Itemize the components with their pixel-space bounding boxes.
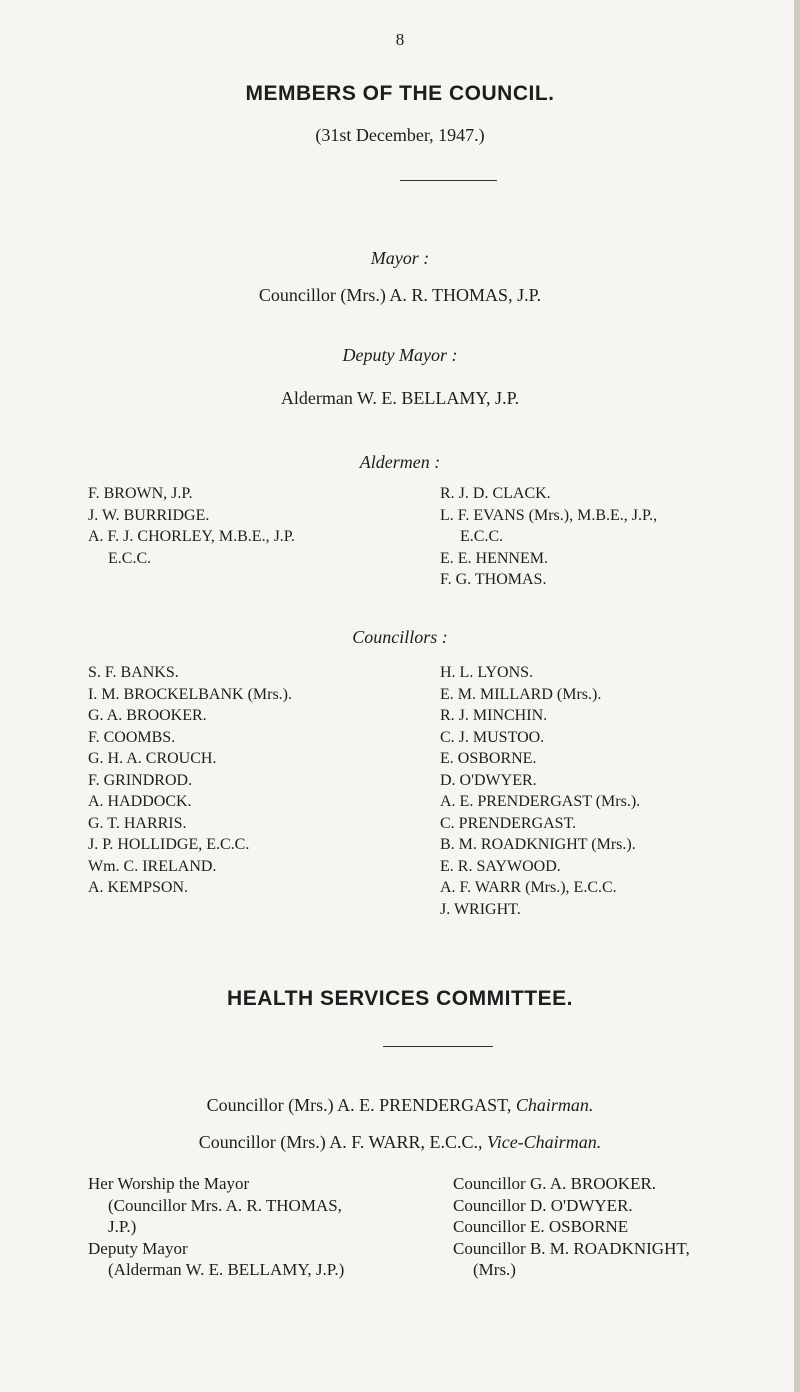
mayor-name: Councillor (Mrs.) A. R. THOMAS, J.P. (258, 285, 542, 305)
councillor-entry: G. A. BROOKER. (88, 707, 207, 724)
committee-entry: Her Worship the Mayor (88, 1174, 250, 1193)
committee-entry: Councillor D. O'DWYER. (453, 1195, 633, 1215)
committee-entry-continuation: (Mrs.) (473, 1260, 516, 1279)
page-edge (794, 0, 800, 1392)
committee-entry: Deputy Mayor (88, 1238, 188, 1258)
committee-entry-continuation: (Alderman W. E. BELLAMY, J.P.) (108, 1260, 345, 1279)
committee-left-column (88, 1173, 344, 1281)
alderman-entry: F. G. THOMAS. (440, 571, 547, 588)
vice-chairman-line (0, 1132, 800, 1153)
alderman-entry: A. F. J. CHORLEY, M.B.E., J.P. (88, 528, 295, 545)
committee-entry: Councillor G. A. BROOKER. (453, 1174, 657, 1193)
councillor-entry: E. OSBORNE. (440, 750, 537, 767)
committee-entry: Councillor E. OSBORNE (453, 1217, 629, 1236)
alderman-entry: E. E. HENNEM. (440, 549, 548, 567)
mayor-heading: Mayor : (370, 248, 430, 268)
councillor-entry: D. O'DWYER. (440, 771, 537, 789)
councillor-entry: G. H. A. CROUCH. (88, 750, 217, 767)
councillor-entry: B. M. ROADKNIGHT (Mrs.). (440, 836, 636, 853)
deputy-mayor-heading: Deputy Mayor : (342, 345, 458, 365)
alderman-entry: L. F. EVANS (Mrs.), M.B.E., J.P., (440, 506, 658, 524)
divider-rule (400, 180, 497, 181)
council-title: MEMBERS OF THE COUNCIL. (245, 82, 555, 105)
deputy-mayor-name: Alderman W. E. BELLAMY, J.P. (280, 388, 520, 408)
chairman-line (0, 1095, 800, 1116)
alderman-entry-continuation: E.C.C. (108, 549, 152, 567)
health-committee-title: HEALTH SERVICES COMMITTEE. (227, 987, 573, 1010)
councillor-entry: E. M. MILLARD (Mrs.). (440, 685, 602, 703)
chairman-role: Chairman. (515, 1095, 594, 1115)
councillor-entry: A. KEMPSON. (88, 879, 189, 896)
chairman-name: Councillor (Mrs.) A. E. PRENDERGAST, (206, 1095, 512, 1115)
councillor-entry: E. R. SAYWOOD. (440, 857, 561, 875)
divider-rule (383, 1046, 493, 1047)
councillor-entry: A. HADDOCK. (88, 793, 192, 810)
council-date: (31st December, 1947.) (315, 125, 485, 145)
councillor-entry: H. L. LYONS. (440, 664, 534, 681)
committee-entry: Councillor B. M. ROADKNIGHT, (453, 1238, 690, 1258)
councillor-entry: C. PRENDERGAST. (440, 814, 577, 832)
councillor-entry: A. E. PRENDERGAST (Mrs.). (440, 793, 641, 810)
councillor-entry: S. F. BANKS. (88, 664, 179, 681)
committee-entry-continuation: (Councillor Mrs. A. R. THOMAS, (108, 1195, 342, 1215)
councillor-entry: J. P. HOLLIDGE, E.C.C. (88, 836, 250, 853)
councillors-heading: Councillors : (352, 627, 448, 647)
alderman-entry: J. W. BURRIDGE. (88, 506, 210, 524)
alderman-entry: R. J. D. CLACK. (440, 485, 551, 502)
councillor-entry: R. J. MINCHIN. (440, 707, 548, 724)
aldermen-left-column (88, 483, 295, 569)
councillor-entry: C. J. MUSTOO. (440, 728, 545, 746)
vice-chairman-role: Vice-Chairman. (487, 1132, 602, 1152)
aldermen-heading: Aldermen : (359, 452, 441, 472)
councillor-entry: G. T. HARRIS. (88, 814, 187, 832)
councillor-entry: F. GRINDROD. (88, 771, 193, 789)
councillors-right-column (440, 662, 640, 920)
councillor-entry: F. COOMBS. (88, 728, 176, 746)
aldermen-right-column (440, 483, 657, 591)
councillor-entry: Wm. C. IRELAND. (88, 857, 217, 875)
councillor-entry: A. F. WARR (Mrs.), E.C.C. (440, 879, 617, 896)
alderman-entry-continuation: E.C.C. (460, 528, 504, 545)
councillor-entry: J. WRIGHT. (440, 900, 521, 918)
councillor-entry: I. M. BROCKELBANK (Mrs.). (88, 685, 292, 703)
councillors-left-column (88, 662, 292, 899)
committee-right-column (453, 1173, 690, 1281)
alderman-entry: F. BROWN, J.P. (88, 485, 193, 502)
page-number: 8 (395, 30, 405, 49)
vice-chairman-name: Councillor (Mrs.) A. F. WARR, E.C.C., (198, 1132, 483, 1152)
committee-entry-continuation: J.P.) (108, 1217, 137, 1236)
